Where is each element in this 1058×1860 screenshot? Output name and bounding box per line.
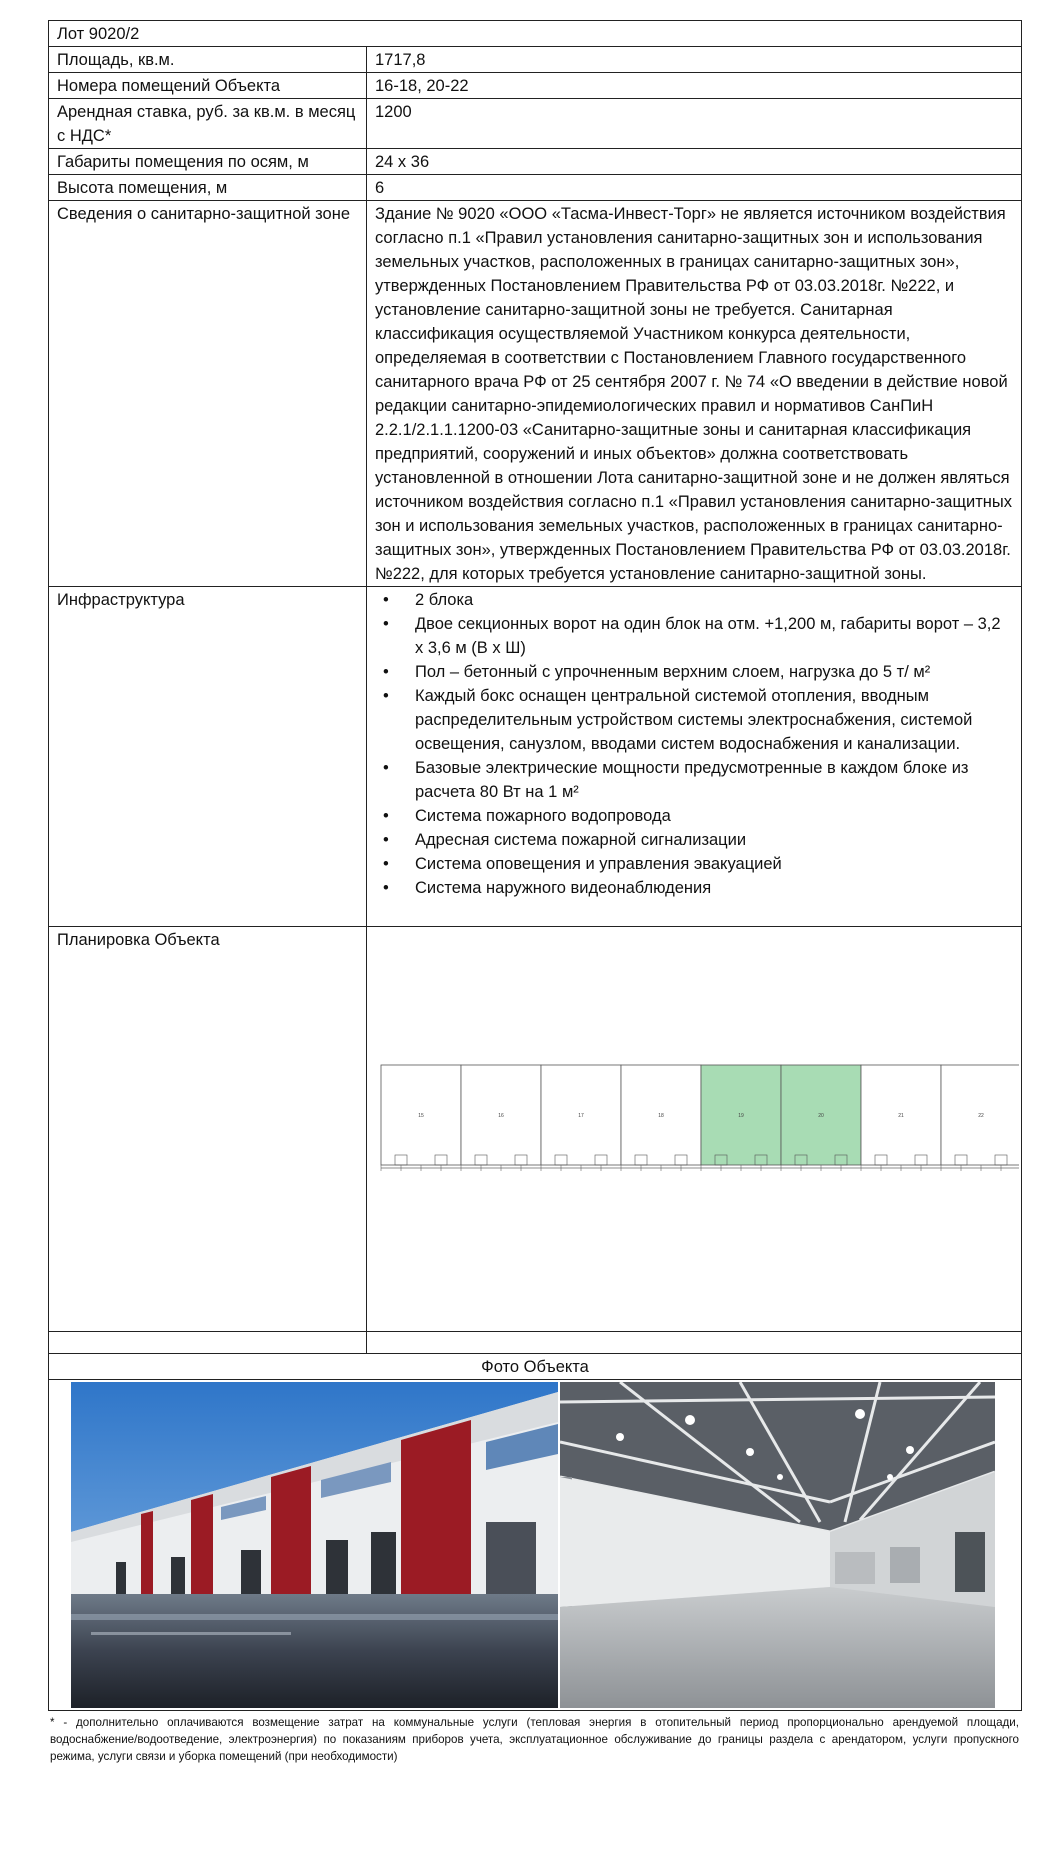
lot-title: Лот 9020/2 <box>49 21 1022 47</box>
plan-block-number: 20 <box>818 1113 824 1119</box>
infrastructure-label: Инфраструктура <box>49 587 367 927</box>
sanitary-text: Здание № 9020 «ООО «Тасма-Инвест-Торг» не является источником воздействия согласно п.1 «Правил установления санитарно-защитных зон и использования земельных участков, расположенных в границах санитарно-защитных зон», утвержденных Постановлением Правительства РФ от 03.03.2018г. №222, и установление санитарно-защитной зоны не требуется. Санитарная классификация осуществляемой Участником конкурса деятельности, определяемая в соответствии с Постановлением Главного государственного санитарного врача РФ от 25 сентября 2007 г. № 74 «О введении в действие новой редакции санитарно-эпидемиологических правил и нормативов СанПиН 2.2.1/2.1.1.1200-03 «Санитарно-защитные зоны и санитарная классификация предприятий, сооружений и иных объектов» должна соответствовать установленной в отношении Лота санитарно-защитной зоне и не должен являться источником воздействия согласно п.1 «Правил установления санитарно-защитных зон и использования земельных участков, расположенных в границах санитарно-защитных зон», утвержденных Постановлением Правительства РФ от 03.03.2018г. №222, для которых требуется установление санитарно-защитной зоны. <box>367 201 1022 587</box>
plan-block-number: 17 <box>578 1113 584 1119</box>
sanitary-label: Сведения о санитарно-защитной зоне <box>49 201 367 587</box>
list-item: • Двое секционных ворот на один блок на отм. +1,200 м, габариты ворот – 3,2 х 3,6 м (В х Ш) <box>415 612 1013 660</box>
list-item: • Адресная система пожарной сигнализации <box>415 828 1013 852</box>
plan-block-number: 15 <box>418 1113 424 1119</box>
empty-row <box>49 1332 1022 1354</box>
list-item: • 2 блока <box>415 588 1013 612</box>
infrastructure-list <box>375 588 1013 900</box>
row-label: Высота помещения, м <box>49 175 367 201</box>
interior-photo-image <box>560 1382 995 1708</box>
table-row <box>49 73 1022 99</box>
plan-block-number: 19 <box>738 1113 744 1119</box>
row-label: Габариты помещения по осям, м <box>49 149 367 175</box>
infrastructure-row <box>49 587 1022 927</box>
photos-cell <box>49 1380 1022 1711</box>
plan-row <box>49 927 1022 1332</box>
interior-photo <box>560 1382 995 1708</box>
empty-cell <box>49 1332 367 1354</box>
list-item: • Каждый бокс оснащен центральной системой отопления, вводным распределительным устройством системы электроснабжения, системой освещения, санузлом, вводами систем водоснабжения и канализации. <box>415 684 1013 756</box>
plan-label: Планировка Объекта <box>49 927 367 1332</box>
plan-block-number: 21 <box>898 1113 904 1119</box>
photos-title: Фото Объекта <box>49 1354 1022 1380</box>
floor-plan-drawing <box>379 1057 1019 1187</box>
lot-title-row <box>49 21 1022 47</box>
floor-plan <box>367 927 1021 1331</box>
photos-row <box>49 1380 1022 1711</box>
exterior-photo <box>71 1382 558 1708</box>
empty-cell <box>367 1332 1022 1354</box>
exterior-photo-image <box>71 1382 558 1708</box>
list-item: • Пол – бетонный с упрочненным верхним слоем, нагрузка до 5 т/ м² <box>415 660 1013 684</box>
row-value: 1200 <box>367 99 1022 149</box>
plan-cell <box>367 927 1022 1332</box>
list-item: • Базовые электрические мощности предусмотренные в каждом блоке из расчета 80 Вт на 1 м² <box>415 756 1013 804</box>
row-value: 24 х 36 <box>367 149 1022 175</box>
row-label: Площадь, кв.м. <box>49 47 367 73</box>
table-row <box>49 99 1022 149</box>
table-row <box>49 47 1022 73</box>
row-label: Арендная ставка, руб. за кв.м. в месяц с НДС* <box>49 99 367 149</box>
plan-block-number: 18 <box>658 1113 664 1119</box>
row-value: 6 <box>367 175 1022 201</box>
footnote: * - дополнительно оплачиваются возмещение затрат на коммунальные услуги (тепловая энергия в отопительный период пропорционально арендуемой площади, водоснабжение/водоотведение, электроэнергия) по показаниям приборов учета, эксплуатационное обслуживание до границы раздела с арендатором, услуги пропускного режима, услуги связи и уборка помещений (при необходимости) <box>50 1716 1019 1763</box>
document <box>48 20 1021 1765</box>
row-value: 1717,8 <box>367 47 1022 73</box>
plan-block-number: 22 <box>978 1113 984 1119</box>
lot-table <box>48 20 1022 1711</box>
plan-block-number: 16 <box>498 1113 504 1119</box>
list-item: • Система наружного видеонаблюдения <box>415 876 1013 900</box>
sanitary-row <box>49 201 1022 587</box>
list-item: • Система пожарного водопровода <box>415 804 1013 828</box>
table-row <box>49 175 1022 201</box>
photos <box>49 1380 1021 1710</box>
infrastructure-cell <box>367 587 1022 927</box>
row-label: Номера помещений Объекта <box>49 73 367 99</box>
row-value: 16-18, 20-22 <box>367 73 1022 99</box>
photos-title-row <box>49 1354 1022 1380</box>
list-item: • Система оповещения и управления эвакуацией <box>415 852 1013 876</box>
table-row <box>49 149 1022 175</box>
